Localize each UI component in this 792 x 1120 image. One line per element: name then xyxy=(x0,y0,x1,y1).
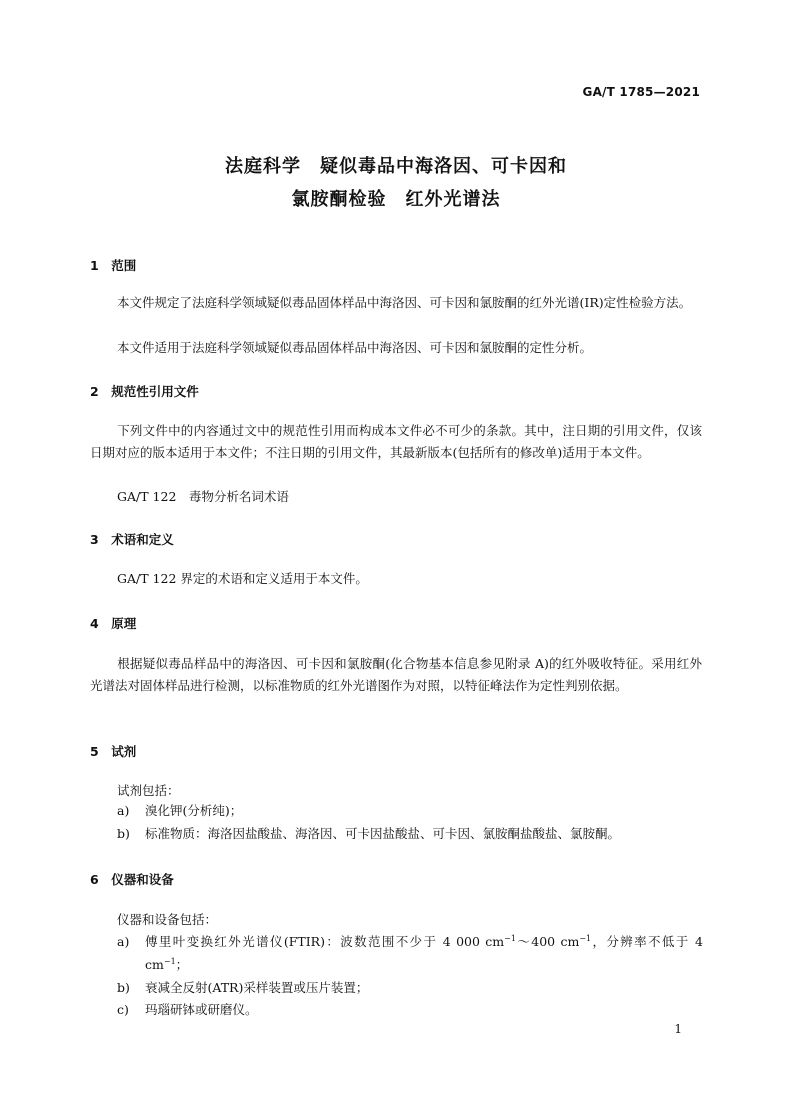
equipment-item: 衰减全反射(ATR)采样装置或压片装置； xyxy=(145,980,369,995)
section-2-paragraph-1-text: 下列文件中的内容通过文中的规范性引用而构成本文件必不可少的条款。其中，注日期的引用文件，仅该日期对应的版本适用于本文件；不注日期的引用文件，其最新版本(包括所有的修改单)适用于本文件。 xyxy=(90,423,702,460)
superscript: −1 xyxy=(504,934,516,943)
equipment-item-text-part: ，分辨率不低于 4 cm xyxy=(145,934,703,972)
section-4-heading: 4 原理 xyxy=(90,616,137,631)
section-3-heading: 3 术语和定义 xyxy=(90,532,174,547)
equipment-item-text-part: 傅里叶变换红外光谱仪(FTIR)：波数范围不少于 4 000 cm xyxy=(145,934,505,949)
equipment-item-text-part: ～400 cm xyxy=(515,934,580,949)
section-2-heading: 2 规范性引用文件 xyxy=(90,384,199,399)
list-item-marker: b) xyxy=(117,826,130,841)
reagent-item: 溴化钾(分析纯)； xyxy=(145,803,243,818)
section-1-heading: 1 范围 xyxy=(90,258,137,273)
list-item-marker: c) xyxy=(117,1002,129,1017)
list-item-marker: a) xyxy=(117,803,130,818)
normative-reference: GA/T 122 毒物分析名词术语 xyxy=(117,489,289,504)
section-3-paragraph: GA/T 122 界定的术语和定义适用于本文件。 xyxy=(117,571,368,586)
section-1-paragraph-2-text: 本文件适用于法庭科学领域疑似毒品固体样品中海洛因、可卡因和氯胺酮的定性分析。 xyxy=(117,340,593,355)
reagent-item: 标准物质：海洛因盐酸盐、海洛因、可卡因盐酸盐、可卡因、氯胺酮盐酸盐、氯胺酮。 xyxy=(145,826,621,841)
superscript: −1 xyxy=(163,957,176,966)
document-title-line-1: 法庭科学 疑似毒品中海洛因、可卡因和 xyxy=(225,156,567,177)
section-2-paragraph-1 xyxy=(90,420,702,464)
section-5-intro: 试剂包括： xyxy=(117,783,180,798)
document-title-line-2: 氯胺酮检验 红外光谱法 xyxy=(291,189,501,210)
standard-code: GA/T 1785—2021 xyxy=(582,85,700,99)
section-6-intro: 仪器和设备包括： xyxy=(117,912,218,927)
section-4-paragraph xyxy=(90,653,702,697)
list-item-marker: b) xyxy=(117,980,130,995)
equipment-item xyxy=(145,930,703,976)
section-4-paragraph-text: 根据疑似毒品样品中的海洛因、可卡因和氯胺酮(化合物基本信息参见附录 A)的红外吸收特征。采用红外光谱法对固体样品进行检测，以标准物质的红外光谱图作为对照，以特征峰法作为定性判别依据。 xyxy=(90,656,702,693)
section-1-paragraph-2 xyxy=(90,337,702,359)
superscript: −1 xyxy=(579,934,592,943)
page-number: 1 xyxy=(674,1022,682,1036)
section-1-paragraph-1 xyxy=(90,292,702,314)
section-1-paragraph-1-text: 本文件规定了法庭科学领域疑似毒品固体样品中海洛因、可卡因和氯胺酮的红外光谱(IR)定性检验方法。 xyxy=(117,295,692,310)
section-6-heading: 6 仪器和设备 xyxy=(90,872,174,887)
section-5-heading: 5 试剂 xyxy=(90,744,137,759)
equipment-item: 玛瑙研钵或研磨仪。 xyxy=(145,1002,258,1017)
list-item-marker: a) xyxy=(117,934,130,949)
equipment-item-text-part: ； xyxy=(175,957,189,972)
